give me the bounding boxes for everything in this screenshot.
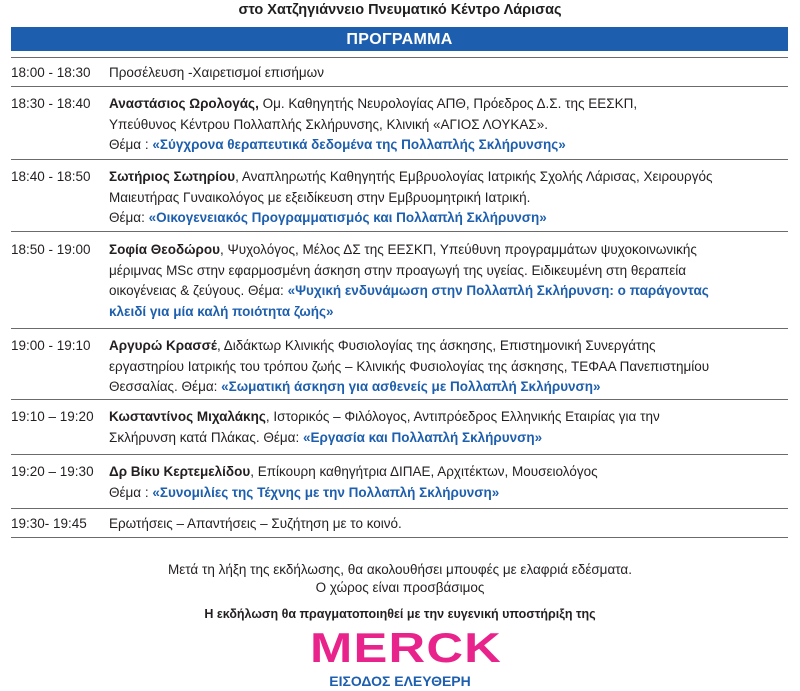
speaker-role-cont: μέριμνας MSc στην εφαρμοσμένη άσκηση στην προαγωγή της υγείας. Ειδικευμένη στη θεραπεία xyxy=(109,262,687,278)
talk-topic: «Οικογενειακός Προγραμματισμός και Πολλαπλή Σκλήρυνση» xyxy=(148,210,547,225)
row-description: Προσέλευση -Χαιρετισμοί επισήμων xyxy=(109,65,324,80)
topic-label: Θέμα : xyxy=(109,484,153,500)
speaker-name: Δρ Βίκυ Κερτεμελίδου xyxy=(109,464,251,479)
schedule-table xyxy=(11,57,788,538)
schedule-row xyxy=(11,86,788,159)
row-time: 19:30- 19:45 xyxy=(11,516,87,531)
row-description xyxy=(109,462,788,508)
speaker-role-cont: Θεσσαλίας. Θέμα: xyxy=(109,379,222,394)
schedule-row xyxy=(11,454,788,508)
topic-label: Θέμα: xyxy=(109,210,149,225)
row-description xyxy=(109,94,788,159)
talk-topic-cont: κλειδί για μία καλή ποιότητα ζωής» xyxy=(109,303,334,319)
buffet-note: Μετά τη λήξη της εκδήλωσης, θα ακολουθήσει μπουφές με ελαφριά εδέσματα. xyxy=(168,562,632,577)
speaker-role: , Ψυχολόγος, Μέλος ΔΣ της ΕΕΣΚΠ, Υπεύθυνη προγραμμάτων ψυχοκοινωνικής xyxy=(220,242,697,257)
talk-topic: «Σωματική άσκηση για ασθενείς με Πολλαπλή Σκλήρυνση» xyxy=(221,379,601,394)
schedule-row xyxy=(11,57,788,86)
row-time: 18:40 - 18:50 xyxy=(11,169,91,184)
row-description: Ερωτήσεις – Απαντήσεις – Συζήτηση με το κοινό. xyxy=(109,516,402,531)
talk-topic: «Συνομιλίες της Τέχνης με την Πολλαπλή Σκλήρυνση» xyxy=(152,484,500,500)
speaker-role: , Διδάκτωρ Κλινικής Φυσιολογίας της άσκησης, Επιστημονική Συνεργάτης xyxy=(216,338,656,353)
sponsor-note: Η εκδήλωση θα πραγματοποιηθεί με την ευγενική υποστήριξη της xyxy=(204,607,596,621)
free-entry-label: ΕΙΣΟΔΟΣ ΕΛΕΥΘΕΡΗ xyxy=(329,673,471,689)
speaker-name: Κωσταντίνος Μιχαλάκης xyxy=(109,409,266,424)
row-description xyxy=(109,240,788,328)
speaker-role: , Αναπληρωτής Καθηγητής Εμβρυολογίας Ιατρικής Σχολής Λάρισας, Χειρουργός xyxy=(235,169,713,184)
speaker-role-cont: οικογένειας & ζεύγους. Θέμα: xyxy=(109,283,288,298)
venue-heading: στο Χατζηγιάννειο Πνευματικό Κέντρο Λάρισας xyxy=(238,2,562,18)
row-description xyxy=(109,336,788,399)
row-time: 19:00 - 19:10 xyxy=(11,338,91,353)
schedule-row xyxy=(11,508,788,538)
merck-logo-text: MERCK xyxy=(310,628,502,668)
speaker-role: , Ιστορικός – Φιλόλογος, Αντιπρόεδρος Ελληνικής Εταιρίας για την xyxy=(265,409,660,424)
topic-label: Θέμα : xyxy=(109,137,153,152)
speaker-role: Ομ. Καθηγητής Νευρολογίας ΑΠΘ, Πρόεδρος Δ.Σ. της ΕΕΣΚΠ, xyxy=(258,96,638,111)
speaker-role-cont: εργαστηρίου Ιατρικής του τρόπου ζωής – Κλινικής Φυσιολογίας της άσκησης, ΤΕΦΑΑ Πανεπιστημίου xyxy=(109,358,710,374)
speaker-name: Αναστάσιος Ωρολογάς, xyxy=(109,96,259,111)
row-time: 19:10 – 19:20 xyxy=(11,409,94,424)
speaker-name: Σοφία Θεοδώρου xyxy=(109,242,221,257)
schedule-row xyxy=(11,399,788,454)
program-title-banner: ΠΡΟΓΡΑΜΜΑ xyxy=(11,27,788,51)
row-description xyxy=(109,167,788,231)
row-time: 18:00 - 18:30 xyxy=(11,65,91,80)
row-description xyxy=(109,407,788,454)
row-time: 19:20 – 19:30 xyxy=(11,464,94,479)
talk-topic: «Σύγχρονα θεραπευτικά δεδομένα της Πολλαπλής Σκλήρυνσης» xyxy=(152,137,566,152)
speaker-name: Σωτήριος Σωτηρίου xyxy=(109,169,236,184)
schedule-row xyxy=(11,231,788,328)
speaker-name: Αργυρώ Κρασσέ xyxy=(109,338,217,353)
speaker-role-cont: Υπεύθυνος Κέντρου Πολλαπλής Σκλήρυνσης, Κλινική «ΑΓΙΟΣ ΛΟΥΚΑΣ». xyxy=(109,116,548,132)
speaker-role: , Επίκουρη καθηγήτρια ΔΙΠΑΕ, Αρχιτέκτων, Μουσειολόγος xyxy=(250,464,598,479)
schedule-row xyxy=(11,328,788,399)
speaker-role-cont: Σκλήρυνση κατά Πλάκας. Θέμα: xyxy=(109,429,303,445)
accessibility-note: Ο χώρος είναι προσβάσιμος xyxy=(315,580,485,595)
row-time: 18:50 - 19:00 xyxy=(11,242,91,257)
talk-topic: «Ψυχική ενδυνάμωση στην Πολλαπλή Σκλήρυνση: ο παράγοντας xyxy=(287,283,709,298)
merck-logo xyxy=(306,628,506,668)
schedule-row xyxy=(11,159,788,231)
row-time: 18:30 - 18:40 xyxy=(11,96,91,111)
talk-topic: «Εργασία και Πολλαπλή Σκλήρυνση» xyxy=(302,429,543,445)
speaker-role-cont: Μαιευτήρας Γυναικολόγος με εξειδίκευση στην Εμβρυομητρική Ιατρική. xyxy=(109,189,531,205)
